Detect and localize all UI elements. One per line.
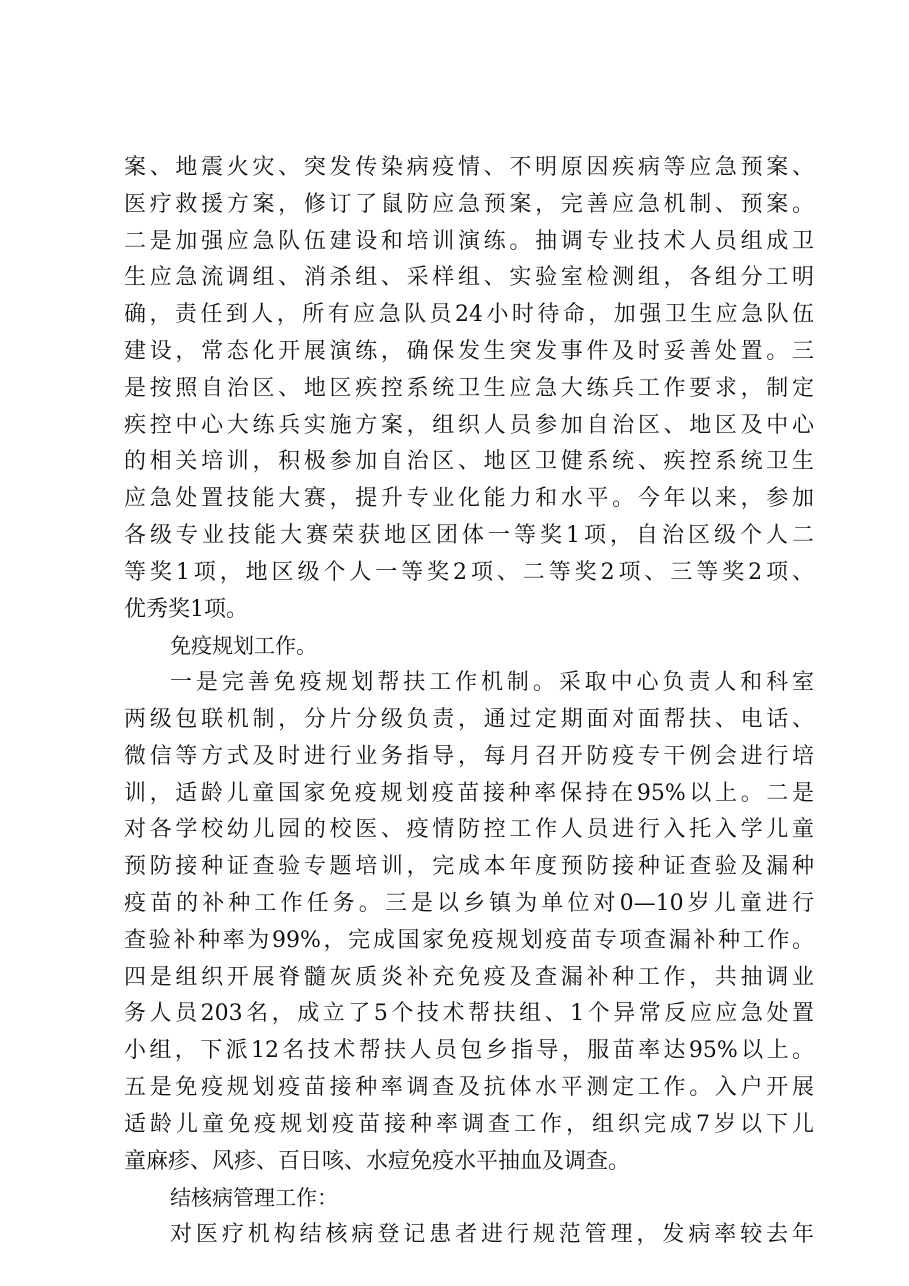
text-line: 五是免疫规划疫苗接种率调查及抗体水平测定工作。入户开展: [124, 1074, 814, 1100]
text-line: 疫苗的补种工作任务。三是以乡镇为单位对0—10岁儿童进行: [124, 890, 814, 916]
text-line: 查验补种率为99%，完成国家免疫规划疫苗专项查漏补种工作。: [124, 927, 814, 953]
text-line: 建设，常态化开展演练，确保发生突发事件及时妥善处置。三: [124, 338, 814, 364]
text-line: 优秀奖1项。: [124, 596, 248, 622]
text-line: 两级包联机制，分片分级负责，通过定期面对面帮扶、电话、: [124, 706, 814, 732]
paragraph-tuberculosis: [124, 1217, 814, 1254]
text-line: 医疗救援方案，修订了鼠防应急预案，完善应急机制、预案。: [124, 191, 814, 217]
section-heading-immunization: 免疫规划工作。: [170, 634, 317, 659]
text-line: 四是组织开展脊髓灰质炎补充免疫及查漏补种工作，共抽调业: [124, 964, 814, 990]
paragraph-emergency-response: [124, 150, 814, 628]
text-line: 预防接种证查验专题培训，完成本年度预防接种证查验及漏种: [124, 854, 814, 880]
text-line: 应急处置技能大赛，提升专业化能力和水平。今年以来，参加: [124, 486, 814, 512]
text-line: 一是完善免疫规划帮扶工作机制。采取中心负责人和科室: [170, 670, 814, 696]
document-body: [124, 150, 814, 1254]
section-heading-tuberculosis: 结核病管理工作：: [170, 1186, 338, 1211]
text-line: 微信等方式及时进行业务指导，每月召开防疫专干例会进行培: [124, 743, 814, 769]
text-line: 案、地震火灾、突发传染病疫情、不明原因疾病等应急预案、: [124, 155, 814, 180]
text-line: 对各学校幼儿园的校医、疫情防控工作人员进行入托入学儿童: [124, 817, 814, 843]
text-line: 的相关培训，积极参加自治区、地区卫健系统、疾控系统卫生: [124, 449, 814, 475]
text-line: 等奖1项，地区级个人一等奖2项、二等奖2项、三等奖2项、: [124, 559, 814, 585]
text-line: 疾控中心大练兵实施方案，组织人员参加自治区、地区及中心: [124, 412, 814, 438]
text-line: 小组，下派12名技术帮扶人员包乡指导，服苗率达95%以上。: [124, 1038, 814, 1064]
paragraph-immunization: [124, 665, 814, 1180]
text-line: 确，责任到人，所有应急队员24小时待命，加强卫生应急队伍: [124, 302, 814, 328]
text-line: 训，适龄儿童国家免疫规划疫苗接种率保持在95%以上。二是: [124, 780, 814, 806]
text-line: 童麻疹、风疹、百日咳、水痘免疫水平抽血及调查。: [124, 1148, 631, 1174]
text-line: 生应急流调组、消杀组、采样组、实验室检测组，各组分工明: [124, 265, 814, 291]
text-line: 是按照自治区、地区疾控系统卫生应急大练兵工作要求，制定: [124, 375, 814, 401]
text-line: 各级专业技能大赛荣获地区团体一等奖1项，自治区级个人二: [124, 522, 814, 548]
text-line: 务人员203名，成立了5个技术帮扶组、1个异常反应应急处置: [124, 1001, 814, 1027]
text-line: 适龄儿童免疫规划疫苗接种率调查工作，组织完成7岁以下儿: [124, 1111, 814, 1137]
text-line: 对医疗机构结核病登记患者进行规范管理，发病率较去年: [170, 1222, 814, 1248]
text-line: 二是加强应急队伍建设和培训演练。抽调专业技术人员组成卫: [124, 228, 814, 254]
